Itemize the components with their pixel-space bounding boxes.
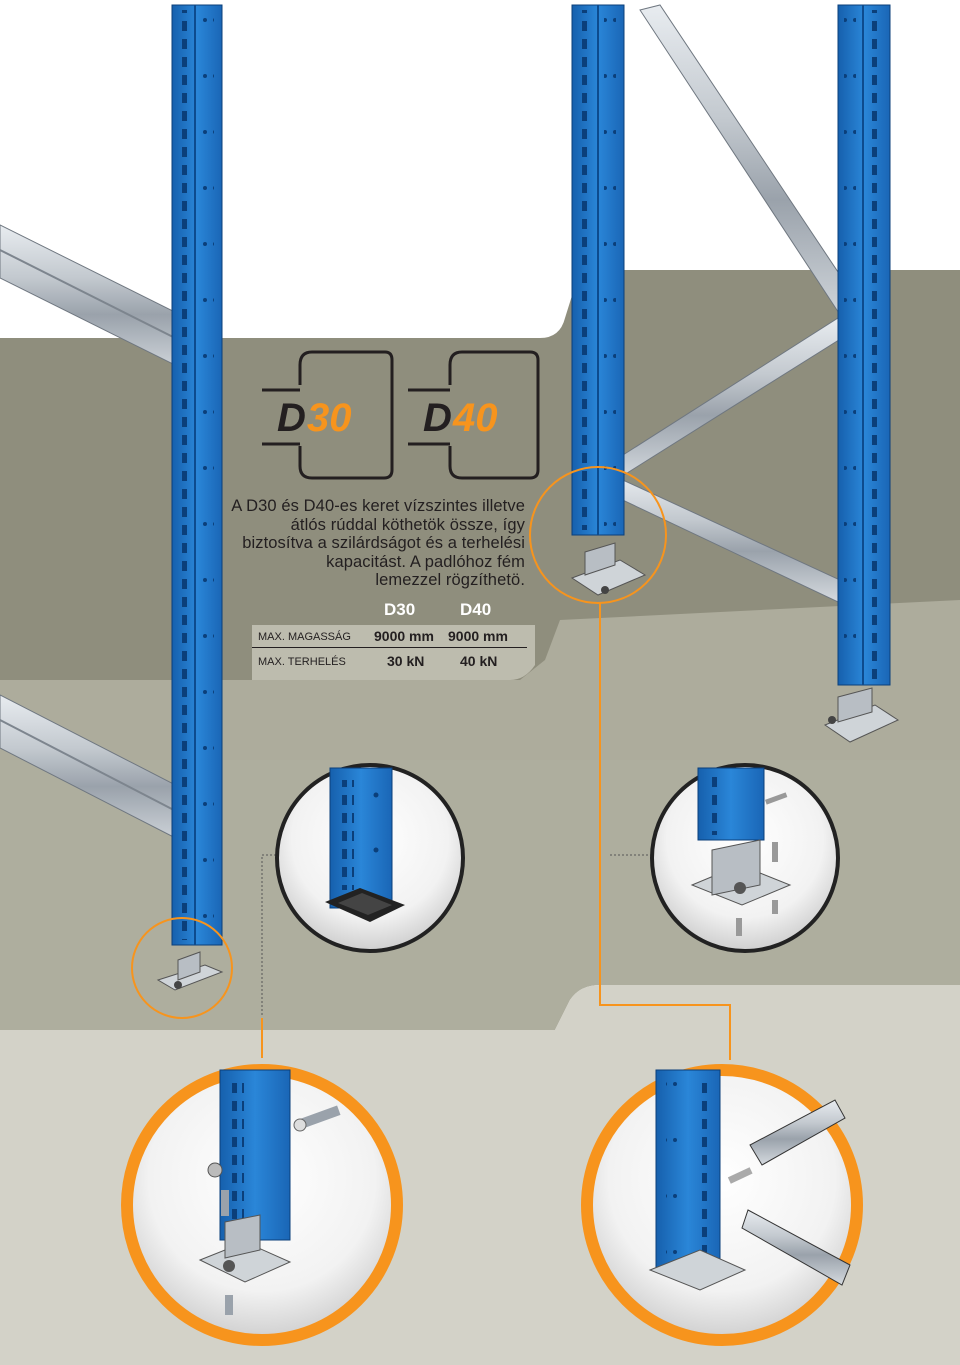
description-line-4: kapacitást. A padlóhoz fém (326, 552, 525, 571)
logo-d30-number: 30 (307, 396, 352, 440)
right-upright-back (572, 5, 624, 535)
logo-d30-prefix: D (277, 396, 306, 440)
left-upright (172, 5, 222, 945)
detail-circle-bolting (127, 1070, 397, 1340)
description-line-2: átlós rúddal köthetök össze, így (290, 515, 525, 534)
description-line-5: lemezzel rögzíthetö. (375, 571, 525, 589)
spec-row-label-height: MAX. MAGASSÁG (258, 631, 351, 643)
spec-load-d30: 30 kN (387, 653, 425, 669)
logo-d40-number: 40 (453, 396, 498, 440)
detail-circle-beam (587, 1070, 857, 1340)
right-upright-front (838, 5, 890, 685)
description-text (200, 497, 525, 590)
detail-circle-floorplate (277, 765, 463, 951)
spec-row-label-load: MAX. TERHELÉS (258, 656, 346, 668)
spec-height-d40: 9000 mm (448, 628, 508, 644)
logo-d40-prefix: D (423, 396, 452, 440)
spec-height-d30: 9000 mm (374, 628, 434, 644)
spec-header-d40: D40 (460, 600, 492, 619)
spec-row-divider (252, 647, 527, 648)
description-line-1: A D30 és D40-es keret vízszintes illetve (231, 497, 525, 515)
spec-load-d40: 40 kN (460, 653, 498, 669)
spec-header-d30: D30 (384, 600, 416, 619)
detail-circle-baseplate (652, 765, 838, 951)
description-line-3: biztosítva a szilárdságot és a terhelési (242, 534, 525, 552)
